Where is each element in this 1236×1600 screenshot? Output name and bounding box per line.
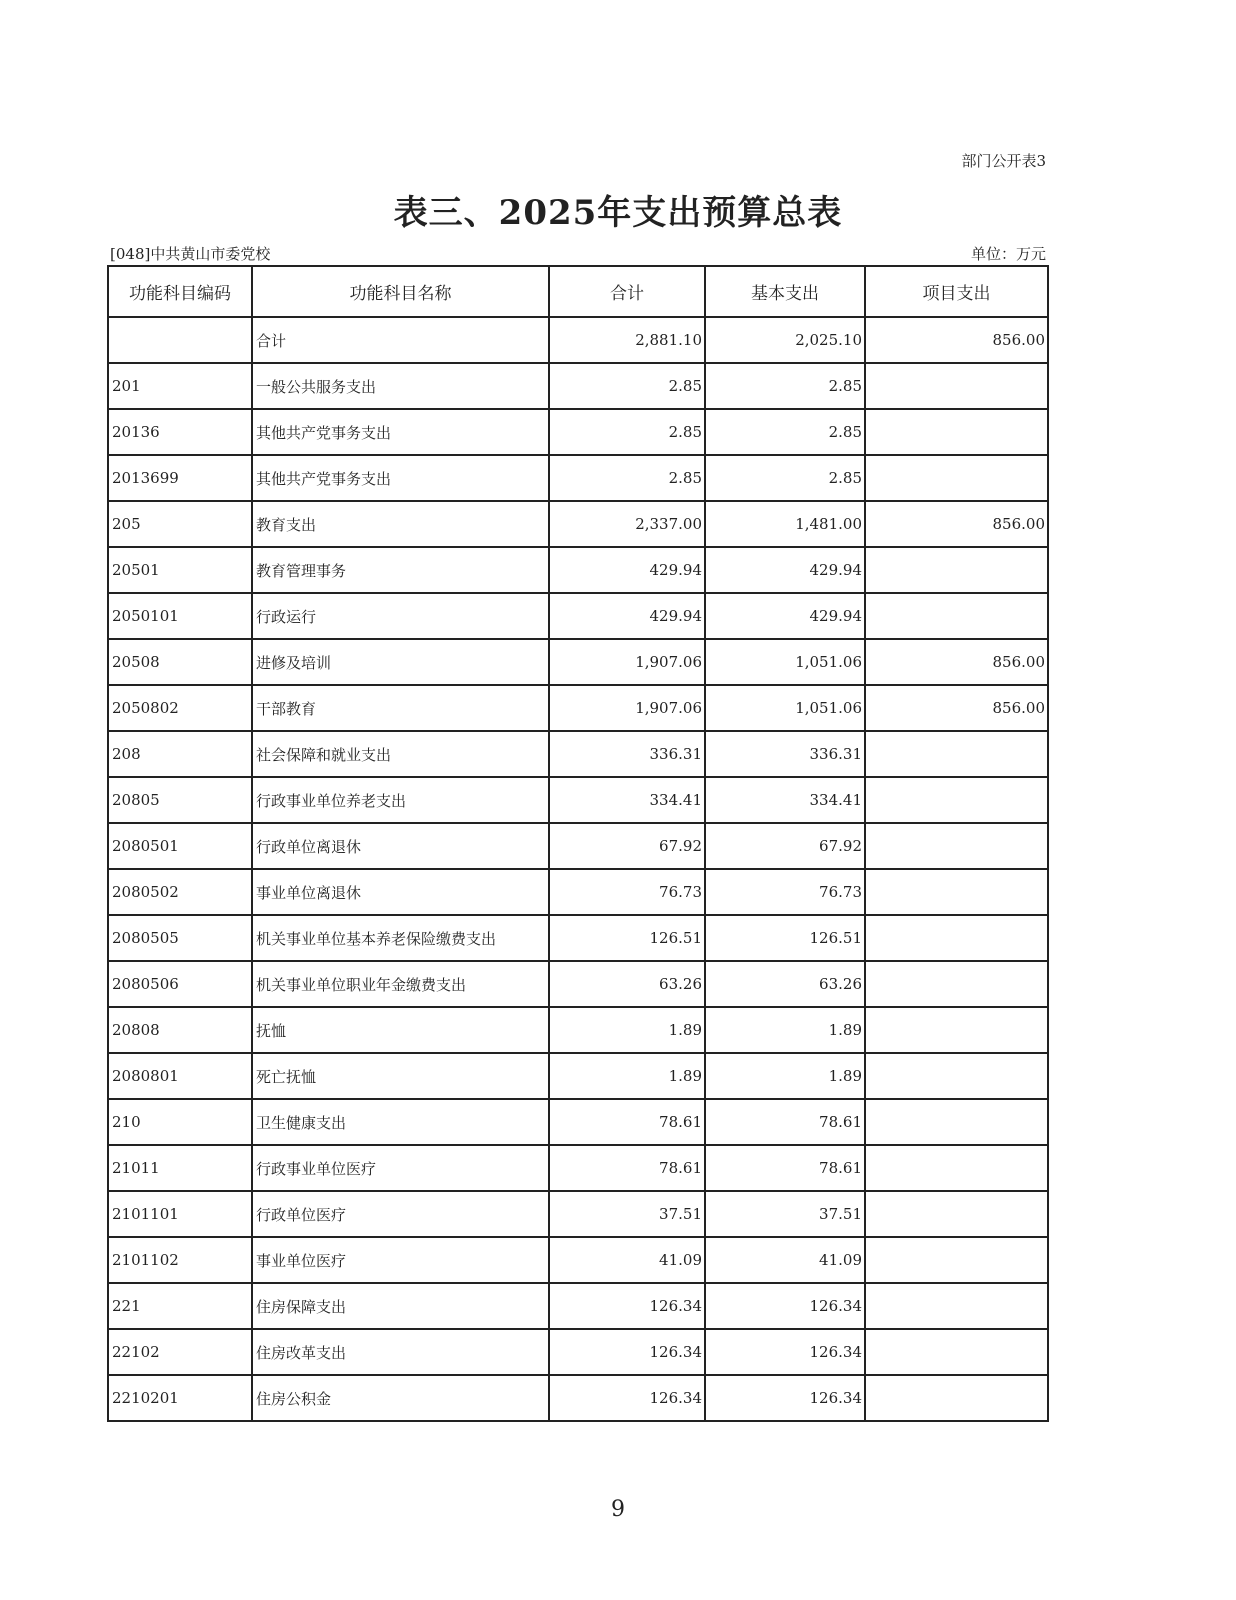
cell-code: 221 (108, 1283, 252, 1329)
cell-name: 合计 (252, 317, 549, 363)
table-row (108, 869, 1048, 915)
cell-project (865, 731, 1048, 777)
cell-code: 21011 (108, 1145, 252, 1191)
cell-name: 进修及培训 (252, 639, 549, 685)
cell-code (108, 317, 252, 363)
cell-project (865, 1145, 1048, 1191)
cell-project: 856.00 (865, 317, 1048, 363)
cell-code: 2210201 (108, 1375, 252, 1421)
cell-total: 1.89 (549, 1007, 705, 1053)
cell-total: 2.85 (549, 363, 705, 409)
cell-code: 22102 (108, 1329, 252, 1375)
header-basic: 基本支出 (705, 266, 865, 317)
cell-code: 2080506 (108, 961, 252, 1007)
table-row (108, 685, 1048, 731)
cell-code: 20136 (108, 409, 252, 455)
cell-total: 2.85 (549, 409, 705, 455)
cell-basic: 126.34 (705, 1283, 865, 1329)
table-row (108, 777, 1048, 823)
page-number: 9 (611, 1497, 625, 1522)
cell-basic: 2.85 (705, 409, 865, 455)
cell-total: 336.31 (549, 731, 705, 777)
cell-basic: 334.41 (705, 777, 865, 823)
cell-total: 1.89 (549, 1053, 705, 1099)
table-row (108, 961, 1048, 1007)
cell-project (865, 961, 1048, 1007)
cell-name: 行政单位离退休 (252, 823, 549, 869)
cell-basic: 63.26 (705, 961, 865, 1007)
cell-basic: 2,025.10 (705, 317, 865, 363)
table-row (108, 363, 1048, 409)
cell-total: 78.61 (549, 1145, 705, 1191)
cell-total: 1,907.06 (549, 685, 705, 731)
table-row (108, 1191, 1048, 1237)
cell-name: 住房改革支出 (252, 1329, 549, 1375)
cell-project (865, 1375, 1048, 1421)
cell-total: 2,881.10 (549, 317, 705, 363)
unit-label: 单位：万元 (970, 245, 1046, 263)
cell-code: 20808 (108, 1007, 252, 1053)
cell-basic: 429.94 (705, 593, 865, 639)
table-row (108, 915, 1048, 961)
cell-basic: 336.31 (705, 731, 865, 777)
cell-total: 126.51 (549, 915, 705, 961)
cell-project (865, 823, 1048, 869)
cell-basic: 1,051.06 (705, 639, 865, 685)
cell-project (865, 1099, 1048, 1145)
page-title: 表三、2025年支出预算总表 (393, 193, 843, 233)
table-row (108, 593, 1048, 639)
cell-code: 2080801 (108, 1053, 252, 1099)
cell-basic: 429.94 (705, 547, 865, 593)
cell-project (865, 1007, 1048, 1053)
table-row (108, 1007, 1048, 1053)
table-body (108, 317, 1048, 1421)
cell-basic: 78.61 (705, 1145, 865, 1191)
cell-total: 126.34 (549, 1329, 705, 1375)
cell-basic: 126.51 (705, 915, 865, 961)
budget-table (107, 265, 1049, 1422)
cell-project (865, 777, 1048, 823)
cell-name: 教育支出 (252, 501, 549, 547)
cell-total: 76.73 (549, 869, 705, 915)
table-row (108, 1099, 1048, 1145)
cell-basic: 2.85 (705, 363, 865, 409)
cell-project (865, 1237, 1048, 1283)
cell-basic: 76.73 (705, 869, 865, 915)
cell-code: 2101102 (108, 1237, 252, 1283)
table-header-row (108, 266, 1048, 317)
cell-code: 201 (108, 363, 252, 409)
table-row (108, 731, 1048, 777)
cell-name: 事业单位离退休 (252, 869, 549, 915)
cell-name: 死亡抚恤 (252, 1053, 549, 1099)
table-row (108, 1329, 1048, 1375)
cell-name: 干部教育 (252, 685, 549, 731)
header-total: 合计 (549, 266, 705, 317)
cell-basic: 78.61 (705, 1099, 865, 1145)
cell-code: 2050101 (108, 593, 252, 639)
cell-name: 其他共产党事务支出 (252, 455, 549, 501)
cell-name: 住房公积金 (252, 1375, 549, 1421)
cell-basic: 37.51 (705, 1191, 865, 1237)
table-row (108, 455, 1048, 501)
table-row (108, 1237, 1048, 1283)
table-row (108, 1283, 1048, 1329)
cell-total: 2.85 (549, 455, 705, 501)
cell-project (865, 1329, 1048, 1375)
cell-name: 抚恤 (252, 1007, 549, 1053)
cell-project (865, 455, 1048, 501)
cell-project: 856.00 (865, 639, 1048, 685)
table-row (108, 409, 1048, 455)
table-row (108, 1053, 1048, 1099)
cell-code: 20501 (108, 547, 252, 593)
cell-total: 429.94 (549, 593, 705, 639)
cell-name: 其他共产党事务支出 (252, 409, 549, 455)
cell-project (865, 915, 1048, 961)
cell-total: 67.92 (549, 823, 705, 869)
cell-name: 社会保障和就业支出 (252, 731, 549, 777)
cell-name: 教育管理事务 (252, 547, 549, 593)
cell-project: 856.00 (865, 685, 1048, 731)
cell-basic: 1,051.06 (705, 685, 865, 731)
cell-code: 2101101 (108, 1191, 252, 1237)
form-number: 部门公开表3 (961, 152, 1046, 170)
cell-project (865, 1053, 1048, 1099)
header-name: 功能科目名称 (252, 266, 549, 317)
cell-code: 210 (108, 1099, 252, 1145)
cell-name: 行政单位医疗 (252, 1191, 549, 1237)
cell-project (865, 363, 1048, 409)
cell-name: 行政事业单位医疗 (252, 1145, 549, 1191)
cell-code: 208 (108, 731, 252, 777)
cell-name: 行政事业单位养老支出 (252, 777, 549, 823)
cell-name: 卫生健康支出 (252, 1099, 549, 1145)
cell-name: 机关事业单位基本养老保险缴费支出 (252, 915, 549, 961)
cell-total: 78.61 (549, 1099, 705, 1145)
cell-total: 126.34 (549, 1283, 705, 1329)
cell-project (865, 593, 1048, 639)
cell-total: 37.51 (549, 1191, 705, 1237)
cell-code: 2080502 (108, 869, 252, 915)
table-row (108, 823, 1048, 869)
cell-code: 2050802 (108, 685, 252, 731)
cell-basic: 41.09 (705, 1237, 865, 1283)
cell-name: 住房保障支出 (252, 1283, 549, 1329)
cell-basic: 67.92 (705, 823, 865, 869)
header-project: 项目支出 (865, 266, 1048, 317)
cell-basic: 126.34 (705, 1329, 865, 1375)
department-name: [048]中共黄山市委党校 (110, 245, 271, 263)
table-row (108, 501, 1048, 547)
cell-total: 126.34 (549, 1375, 705, 1421)
cell-basic: 1.89 (705, 1007, 865, 1053)
cell-project: 856.00 (865, 501, 1048, 547)
cell-project (865, 409, 1048, 455)
table-row (108, 1145, 1048, 1191)
table-row (108, 1375, 1048, 1421)
cell-name: 事业单位医疗 (252, 1237, 549, 1283)
cell-code: 20805 (108, 777, 252, 823)
cell-name: 一般公共服务支出 (252, 363, 549, 409)
table-row (108, 639, 1048, 685)
cell-code: 2013699 (108, 455, 252, 501)
cell-code: 20508 (108, 639, 252, 685)
cell-total: 2,337.00 (549, 501, 705, 547)
cell-code: 205 (108, 501, 252, 547)
cell-total: 41.09 (549, 1237, 705, 1283)
header-code: 功能科目编码 (108, 266, 252, 317)
cell-total: 1,907.06 (549, 639, 705, 685)
table-row (108, 547, 1048, 593)
cell-basic: 2.85 (705, 455, 865, 501)
table-row (108, 317, 1048, 363)
cell-project (865, 1283, 1048, 1329)
cell-name: 行政运行 (252, 593, 549, 639)
cell-project (865, 547, 1048, 593)
cell-basic: 1,481.00 (705, 501, 865, 547)
cell-total: 334.41 (549, 777, 705, 823)
cell-project (865, 869, 1048, 915)
cell-code: 2080501 (108, 823, 252, 869)
cell-total: 429.94 (549, 547, 705, 593)
cell-basic: 126.34 (705, 1375, 865, 1421)
cell-code: 2080505 (108, 915, 252, 961)
cell-project (865, 1191, 1048, 1237)
cell-total: 63.26 (549, 961, 705, 1007)
cell-name: 机关事业单位职业年金缴费支出 (252, 961, 549, 1007)
cell-basic: 1.89 (705, 1053, 865, 1099)
